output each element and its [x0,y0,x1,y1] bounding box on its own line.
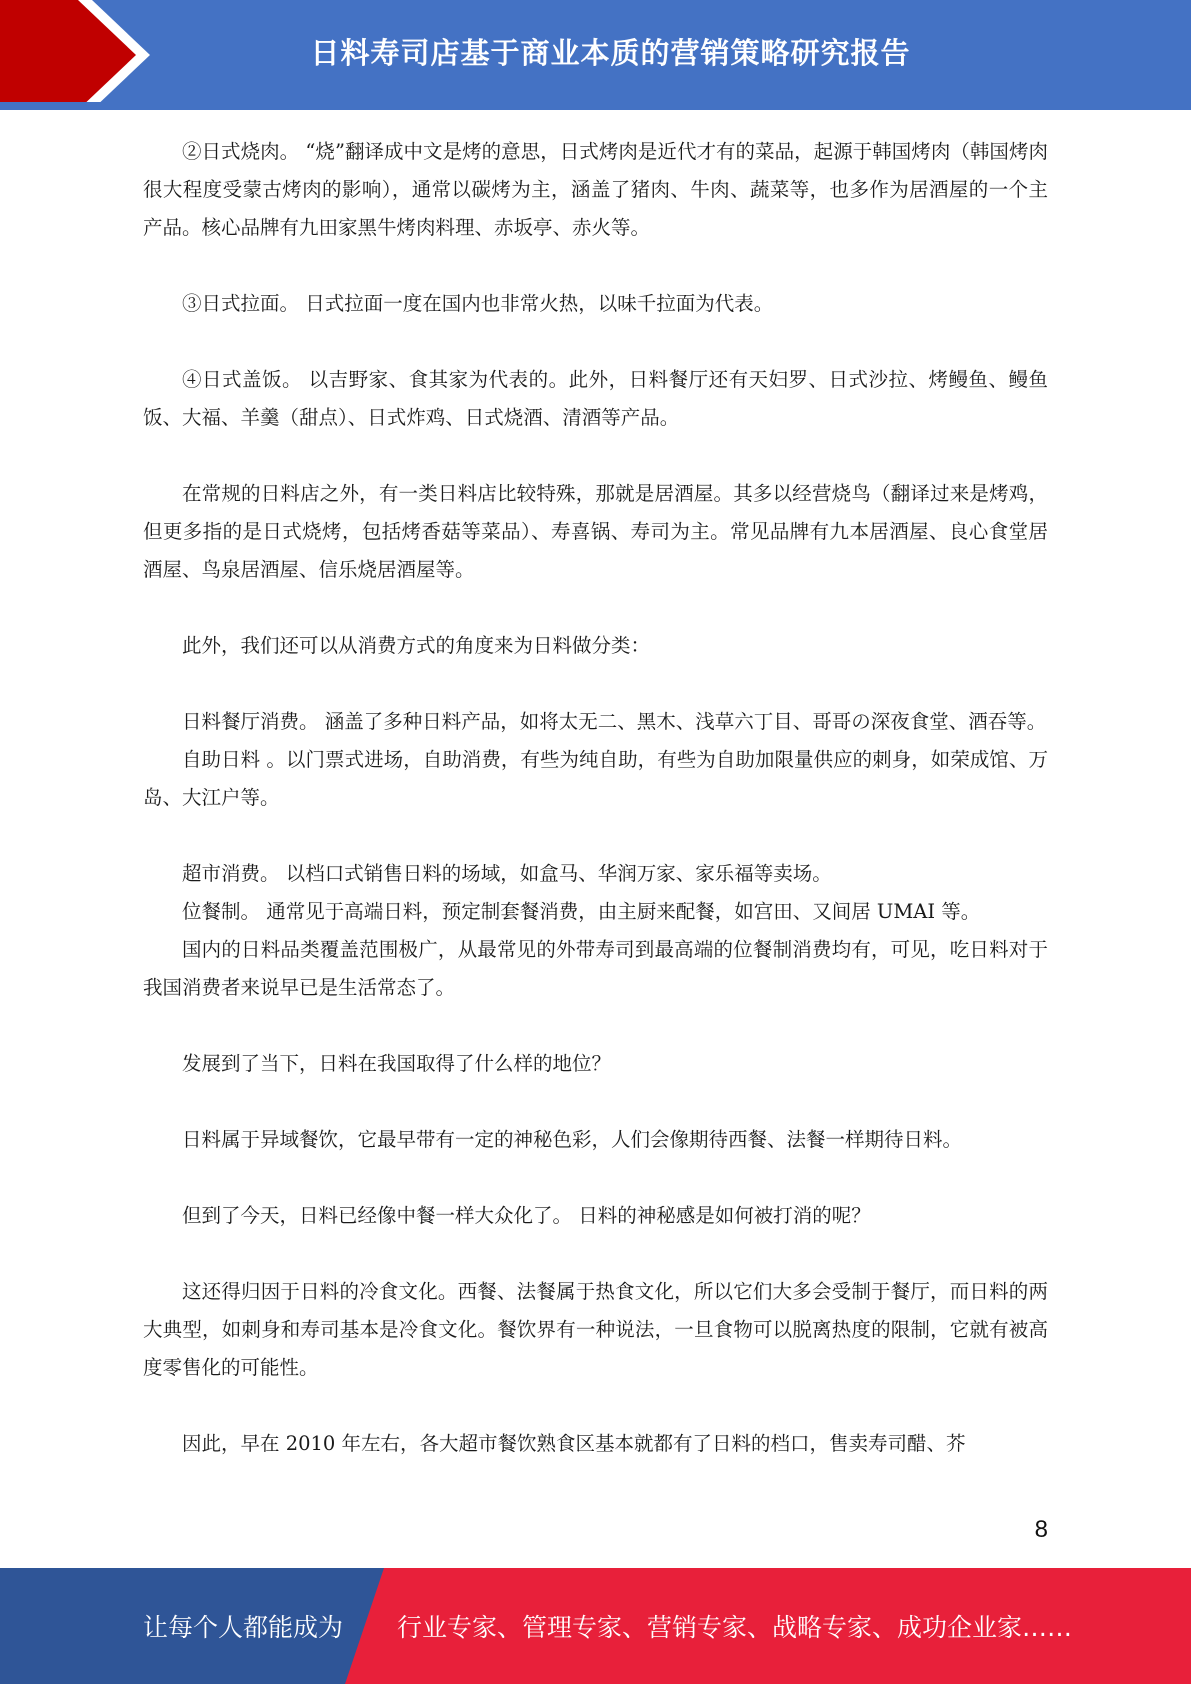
paragraph-omakase: 位餐制。 通常见于高端日料，预定制套餐消费，由主厨来配餐，如宫田、又间居 UMAI 等。 [182,900,981,923]
report-body [143,133,1048,1463]
footer-slogan-left: 让每个人都能成为 [143,1613,344,1642]
paragraph-buffet: 自助日料 。以门票式进场，自助消费，有些为纯自助，有些为自助加限量供应的刺身，如荣成馆、万岛、大江户等。 [143,748,1048,809]
paragraph-cold-food: 这还得归因于日料的冷食文化。西餐、法餐属于热食文化，所以它们大多会受制于餐厅，而日料的两大典型，如刺身和寿司基本是冷食文化。餐饮界有一种说法，一旦食物可以脱离热度的限制，它就有被高度零售化的可能性。 [143,1280,1048,1379]
header-red-chevron [0,0,136,110]
paragraph-izakaya: 在常规的日料店之外，有一类日料店比较特殊，那就是居酒屋。其多以经营烧鸟（翻译过来是烤鸡，但更多指的是日式烧烤，包括烤香菇等菜品）、寿喜锅、寿司为主。常见品牌有九本居酒屋、良心食堂居酒屋、鸟泉居酒屋、信乐烧居酒屋等。 [143,482,1048,581]
paragraph-restaurant-consumption: 日料餐厅消费。 涵盖了多种日料产品，如将太无二、黑木、浅草六丁目、哥哥の深夜食堂、酒吞等。 [182,710,1047,733]
paragraph-yakiniku: ②日式烧肉。 “烧”翻译成中文是烤的意思，日式烤肉是近代才有的菜品，起源于韩国烤肉（韩国烤肉很大程度受蒙古烤肉的影响），通常以碳烤为主，涵盖了猪肉、牛肉、蔬菜等，也多作为居酒屋的一个主产品。核心品牌有九田家黑牛烤肉料理、赤坂亭、赤火等。 [143,140,1048,239]
header-bottom-line [0,102,1191,110]
document-title: 日料寿司店基于商业本质的营销策略研究报告 [310,35,911,70]
page-header [0,0,1191,110]
footer-slogan-right: 行业专家、管理专家、营销专家、战略专家、成功企业家…… [397,1613,1073,1642]
paragraph-supermarket: 超市消费。 以档口式销售日料的场域，如盒马、华润万家、家乐福等卖场。 [182,862,832,885]
paragraph-status-question: 发展到了当下，日料在我国取得了什么样的地位？ [182,1052,612,1075]
paragraph-exotic: 日料属于异域餐饮，它最早带有一定的神秘色彩，人们会像期待西餐、法餐一样期待日料。 [182,1128,963,1151]
page-footer [0,1568,1191,1684]
paragraph-2010: 因此，早在 2010 年左右，各大超市餐饮熟食区基本就都有了日料的档口，售卖寿司醋、芥 [182,1432,966,1455]
page-number: 8 [1034,1516,1048,1543]
paragraph-coverage: 国内的日料品类覆盖范围极广，从最常见的外带寿司到最高端的位餐制消费均有，可见，吃日料对于我国消费者来说早已是生活常态了。 [143,938,1048,999]
paragraph-ramen: ③日式拉面。 日式拉面一度在国内也非常火热，以味千拉面为代表。 [182,292,774,315]
paragraph-classification-intro: 此外，我们还可以从消费方式的角度来为日料做分类： [182,634,651,657]
paragraph-donburi: ④日式盖饭。 以吉野家、食其家为代表的。此外，日料餐厅还有天妇罗、日式沙拉、烤鳗鱼、鳗鱼饭、大福、羊羹（甜点）、日式炸鸡、日式烧酒、清酒等产品。 [143,368,1048,429]
paragraph-popularized: 但到了今天，日料已经像中餐一样大众化了。 日料的神秘感是如何被打消的呢？ [182,1204,871,1227]
